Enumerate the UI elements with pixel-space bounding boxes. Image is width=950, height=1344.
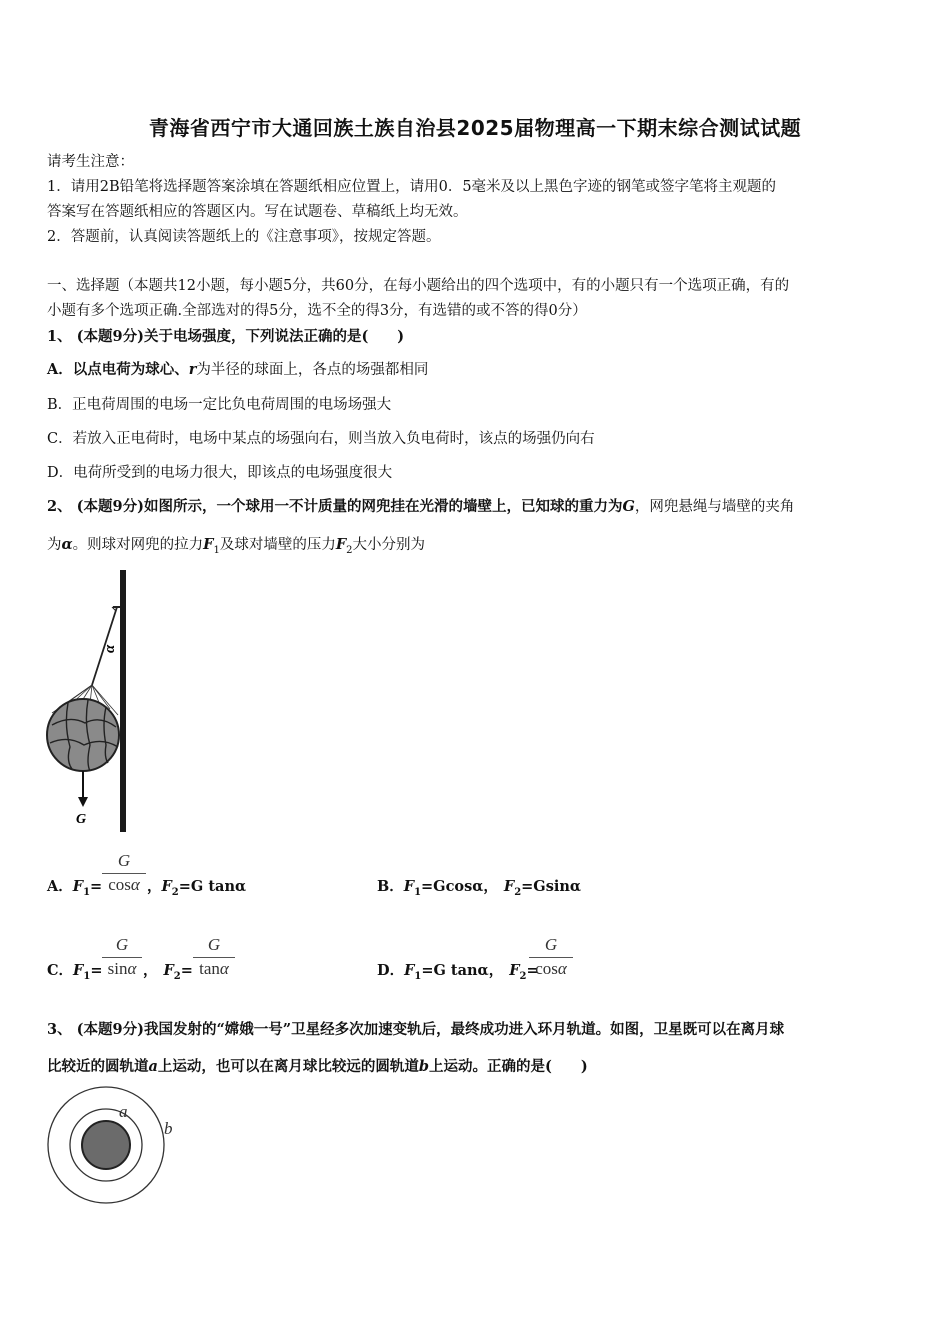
q2-option-b-f2-val: =Gsinα [521,878,582,895]
q2-option-d-label: D． [377,962,405,979]
q3-stem2-b: b [418,1058,430,1075]
q2-option-b-label: B． [377,878,404,895]
q2-stem2-f2: F [335,536,347,553]
orbit-figure [44,1085,204,1215]
section-heading-line-2: 小题有多个选项正确.全部选对的得5分，选不全的得3分，有选错的或不答的得0分） [47,303,587,319]
q2-option-c-f1: F [73,962,84,979]
fraction-denominator [102,875,146,895]
fraction-denominator [529,959,573,979]
q3-stem2-a: a [148,1058,158,1075]
q2-option-c [47,961,102,987]
q2-stem2-f1: F [203,536,214,553]
fraction-denominator [193,959,235,979]
fraction-den-func: cos [535,959,558,978]
q2-option-d-fraction [529,935,573,979]
q2-option-a-f2 [147,877,246,903]
q2-stem2-sub2: 2 [346,544,353,556]
fraction-den-var: α [130,875,140,894]
q2-option-d-f1-sub: 1 [414,970,422,982]
fraction-den-var: α [127,959,137,978]
q3-stem2-mid: 上运动，也可以在离月球比较远的圆轨道 [157,1058,419,1075]
q2-option-a-f2-var: F [161,878,172,895]
q2-option-b-f2-sub: 2 [514,886,522,898]
q2-option-c-f2-sub: 2 [173,970,181,982]
section-heading-line-1: 一、选择题（本题共12小题，每小题5分，共60分，在每小题给出的四个选项中，有的小题只有一个选项正确，有的 [47,278,790,294]
fraction-numerator: G [544,935,558,954]
notice-item-1-line-1: 1．请用2B铅笔将选择题答案涂填在答题纸相应位置上，请用0．5毫米及以上黑色字迹的钢笔或签字笔将主观题的 [47,179,777,195]
q2-stem-g: G [622,498,635,515]
fraction-bar [529,957,573,958]
q2-option-d-eq: = [526,962,539,979]
q2-option-b-f1-val: =Gcosα， [421,878,498,895]
fraction-bar [102,957,142,958]
q3-stem-line-2 [47,1057,588,1077]
q1-option-b: B．正电荷周围的电场一定比负电荷周围的电场场强大 [47,397,392,413]
q2-stem-line-2 [47,535,425,561]
q2-option-c-sep: ， [143,962,158,979]
q2-option-c-label: C． [47,962,74,979]
q2-option-a-sep: ， [147,878,162,895]
q2-option-a-f2-val: =G tanα [178,878,247,895]
fraction-den-var: α [557,959,567,978]
q2-option-a-f2-sub: 2 [171,886,179,898]
q3-stem-line-1: 3、 (本题9分)我国发射的“嫦娥一号”卫星经多次加速变轨后，最终成功进入环月轨道。如图，卫星既可以在离月球 [47,1021,785,1038]
fraction-den-func: tan [199,959,220,978]
q1-option-a-pre: A．以点电荷为球心、 [47,361,189,378]
orbit-b-label: b [164,1119,173,1138]
q1-stem: 1、 (本题9分)关于电场强度，下列说法正确的是( ) [47,328,405,345]
wall [120,570,126,832]
fraction-bar [193,957,235,958]
ball [47,699,119,771]
q2-option-a-f1: F [72,878,84,895]
q2-stem2-alpha: α [61,536,73,553]
q2-option-a-fraction [102,851,146,895]
notice-item-2: 2．答题前，认真阅读答题纸上的《注意事项》，按规定答题。 [47,229,441,245]
q2-option-b [377,877,581,903]
q1-option-d: D．电荷所受到的电场力很大，即该点的电场强度很大 [47,465,393,481]
q2-option-c-f2 [143,961,193,987]
fraction-numerator: G [115,935,129,954]
q1-option-a-var: r [188,361,197,378]
page-title: 青海省西宁市大通回族土族自治县2025届物理高一下期末综合测试试题 [148,116,802,140]
q2-stem2-mid2: 及球对墙壁的压力 [219,537,336,553]
q2-stem-pre: 2、 (本题9分)如图所示，一个球用一不计质量的网兜挂在光滑的墙壁上，已知球的重力为 [47,498,623,515]
q2-option-a-label: A． [47,878,73,895]
fraction-numerator: G [117,851,131,870]
q2-option-d [377,961,539,987]
q2-option-b-f1-sub: 1 [414,886,422,898]
q2-option-a-f1-sub: 1 [83,886,91,898]
q3-stem2-pre: 比较近的圆轨道 [47,1058,149,1075]
q2-option-c-f2-var: F [163,962,174,979]
q2-option-d-f2: F [509,962,520,979]
q2-option-d-f1: F [404,962,415,979]
q2-option-c-f1-sub: 1 [83,970,91,982]
q1-option-a [47,360,428,380]
q3-stem2-post: 上运动。正确的是( ) [429,1058,588,1075]
q2-option-c-eq: = [90,962,103,979]
q2-stem-post: ，网兜悬绳与墙壁的夹角 [634,499,795,515]
orbit-a-label: a [119,1102,128,1121]
q2-stem2-post: 大小分别为 [352,537,426,553]
fraction-numerator: G [207,935,221,954]
gravity-arrowhead [78,797,88,807]
q1-option-c: C．若放入正电荷时，电场中某点的场强向右，则当放入负电荷时，该点的场强仍向右 [47,431,595,447]
q2-stem2-mid: 。则球对网兜的拉力 [72,537,204,553]
fraction-den-func: cos [108,875,131,894]
fraction-bar [102,873,146,874]
q2-option-a [47,877,102,903]
q2-stem2-pre: 为 [47,537,62,553]
g-label: G [76,812,87,827]
alpha-label: α [102,644,118,653]
fraction-den-var: α [219,959,229,978]
q2-option-c-eq2: = [180,962,193,979]
notice-item-1-line-2: 答案写在答题纸相应的答题区内。写在试题卷、草稿纸上均无效。 [47,204,468,220]
ball-net-figure [40,565,160,835]
moon [82,1121,130,1169]
q2-option-c-fraction-1 [102,935,142,979]
fraction-denominator [102,959,142,979]
q2-option-a-eq: = [90,878,103,895]
notice-heading: 请考生注意： [47,154,134,170]
q2-stem2-sub1: 1 [213,544,220,556]
fraction-den-func: sin [107,959,128,978]
q2-option-d-f1-val: =G tanα， [421,962,504,979]
q2-option-c-fraction-2 [193,935,235,979]
q2-option-b-f2: F [503,878,515,895]
q1-option-a-post: 为半径的球面上，各点的场强都相同 [196,362,429,378]
q2-option-d-f2-sub: 2 [519,970,527,982]
q2-option-b-f1: F [403,878,415,895]
q2-stem-line-1 [47,497,794,517]
